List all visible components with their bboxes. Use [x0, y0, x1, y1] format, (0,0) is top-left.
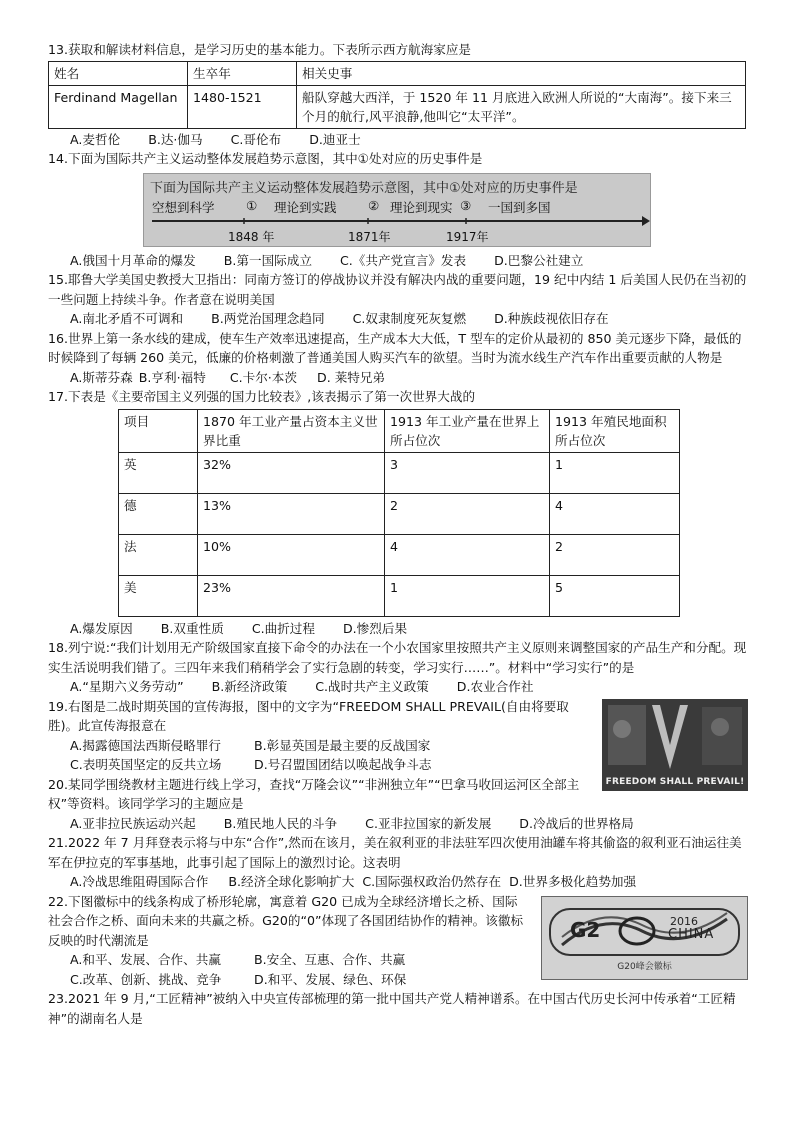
- stage-4: 一国到多国: [488, 199, 551, 215]
- table-cell: 2: [550, 534, 680, 575]
- poster-text: FREEDOM SHALL PREVAIL!: [605, 776, 745, 787]
- option-b: B.第一国际成立: [223, 252, 312, 268]
- q17-options: [48, 619, 748, 639]
- table-cell: 1: [385, 575, 550, 616]
- q23-stem: 23.2021 年 9 月,“工匠精神”被纳入中央宣传部梳理的第一批中国共产党人精神谱系。在中国古代历史长河中传承着“工匠精神”的湖南名人是: [48, 991, 736, 1026]
- q14-stem: 14.下面为国际共产主义运动整体发展趋势示意图，其中①处对应的历史事件是: [48, 151, 483, 166]
- option-b: B.达·伽马: [148, 131, 203, 147]
- q19-q20-block: [48, 697, 748, 814]
- table-header: 生卒年: [188, 61, 297, 85]
- table-row: [119, 493, 680, 534]
- q20-stem: 20.某同学围绕教材主题进行线上学习，查找“万隆会议”“非洲独立年”“巴拿马收回运河区全部主权”等资料。该同学学习的主题应是: [48, 776, 580, 811]
- table-row: [49, 85, 746, 128]
- stage-marker-1: ①: [246, 197, 258, 213]
- stage-1: 空想到科学: [152, 199, 215, 215]
- option-d: D.迪亚士: [309, 131, 361, 147]
- option-d: D.种族歧视依旧存在: [494, 311, 609, 326]
- q16-stem: 16.世界上第一条水线的建成，使车生产效率迅速提高，生产成本大大低，T 型车的定价从最初的 850 美元逐步下降，最低的时候降到了每辆 260 美元，低廉的价格刺激了普通美国人购买汽车的欲望。当时为流水线生产汽车作出重要贡献的人物是: [48, 330, 742, 365]
- option-a: A.“星期六义务劳动”: [70, 679, 184, 694]
- option-c: C.卡尔·本茨: [229, 369, 297, 385]
- q13-header-row: [49, 61, 746, 85]
- option-b: B.两党治国理念趋同: [211, 311, 325, 326]
- table-cell: 3: [385, 452, 550, 493]
- q17-stem: 17.下表是《主要帝国主义列强的国力比较表》,该表揭示了第一次世界大战的: [48, 389, 476, 404]
- q21-options: [48, 872, 748, 892]
- option-a: A.和平、发展、合作、共赢: [70, 952, 221, 967]
- option-a: A.爆发原因: [70, 620, 133, 636]
- q19-stem: 19.右图是二战时期英国的宣传海报，图中的文字为“FREEDOM SHALL PREVAIL(自由将要取胜)。此宣传海报意在: [48, 698, 569, 733]
- q17-header-row: [119, 409, 680, 452]
- q15-options: [48, 309, 748, 329]
- q20-options: [48, 814, 748, 834]
- year-label: 1917年: [446, 229, 489, 244]
- option-b: B.亨利·福特: [138, 369, 206, 385]
- table-cell: 德: [119, 493, 198, 534]
- q19-options: [48, 736, 588, 775]
- option-d: D.巴黎公社建立: [494, 252, 584, 268]
- table-cell: 10%: [198, 534, 385, 575]
- q18-options: [48, 677, 748, 697]
- table-cell: 2: [385, 493, 550, 534]
- option-c: C.《共产党宣言》发表: [339, 252, 467, 268]
- table-cell: 1: [550, 452, 680, 493]
- option-c: C.表明英国坚定的反共立场: [70, 757, 222, 772]
- logo-year: 2016: [670, 914, 698, 928]
- table-row: [119, 575, 680, 616]
- q17-table: [118, 409, 680, 617]
- option-b: B.双重性质: [160, 620, 224, 636]
- table-cell: 4: [385, 534, 550, 575]
- option-c: C.哥伦布: [230, 131, 282, 147]
- table-cell: 4: [550, 493, 680, 534]
- table-header: 项目: [119, 409, 198, 452]
- table-cell: 5: [550, 575, 680, 616]
- stage-marker-2: ②: [368, 197, 380, 213]
- table-cell: 1480-1521: [188, 85, 297, 128]
- table-header: 相关史事: [297, 61, 746, 85]
- q13-table: [48, 61, 746, 129]
- option-a: A.亚非拉民族运动兴起: [70, 815, 196, 831]
- g20-logo: [541, 896, 748, 980]
- option-b: B.新经济政策: [211, 679, 288, 694]
- option-b: B.安全、互惠、合作、共赢: [254, 952, 406, 967]
- option-d: D.世界多极化趋势加强: [509, 874, 637, 889]
- q18-stem: 18.列宁说:“我们计划用无产阶级国家直接下命令的办法在一个小农国家里按照共产主义原则来调整国家的产品生产和分配。现实生活说明我们错了。三四年来我们稍稍学会了实行急剧的转变，学习实行……”。材料中“学习实行”的是: [48, 640, 747, 675]
- option-d: D.惨烈后果: [342, 620, 408, 636]
- figure-caption: 下面为国际共产主义运动整体发展趋势示意图，其中①处对应的历史事件是: [150, 180, 578, 196]
- logo-country: CHINA: [668, 926, 715, 942]
- q16-options: [48, 368, 748, 388]
- year-label: 1871年: [348, 229, 391, 244]
- table-header: 姓名: [49, 61, 188, 85]
- table-header: 1913 年殖民地面积所占位次: [550, 409, 680, 452]
- q22-block: [48, 892, 748, 990]
- stage-3: 理论到现实: [390, 199, 453, 215]
- option-c: C.奴隶制度死灰复燃: [352, 311, 467, 326]
- table-header: 1870 年工业产量占资本主义世界比重: [198, 409, 385, 452]
- year-label: 1848 年: [228, 229, 275, 244]
- table-row: [119, 534, 680, 575]
- q22-stem: 22.下图徽标中的线条构成了桥形轮廓，寓意着 G20 已成为全球经济增长之桥、国际社会合作之桥、面向未来的共赢之桥。G20的“0”体现了各国团结协作的精神。该徽标反映的时代潮流是: [48, 893, 524, 948]
- table-cell: 美: [119, 575, 198, 616]
- option-b: B.彰显英国是最主要的反战国家: [254, 737, 431, 753]
- table-cell: 法: [119, 534, 198, 575]
- stage-2: 理论到实践: [274, 199, 337, 215]
- option-d: D. 莱特兄弟: [317, 369, 386, 385]
- table-cell: 英: [119, 452, 198, 493]
- table-cell: Ferdinand Magellan: [49, 85, 188, 128]
- option-a: A.斯蒂芬森: [70, 369, 133, 385]
- table-cell: 23%: [198, 575, 385, 616]
- logo-caption: G20峰会徽标: [617, 961, 672, 972]
- option-d: D.农业合作社: [456, 679, 534, 694]
- option-b: B.经济全球化影响扩大: [228, 874, 355, 889]
- q15-stem: 15.耶鲁大学美国史教授大卫指出：同南方签订的停战协议并没有解决内战的重要问题，19 纪中内结 1 后美国人民仍在当初的一些问题上持续斗争。作者意在说明美国: [48, 272, 747, 307]
- q22-options: [48, 950, 526, 989]
- svg-text:G2: G2: [570, 917, 601, 942]
- table-row: [119, 452, 680, 493]
- table-cell: 32%: [198, 452, 385, 493]
- option-a: A.揭露德国法西斯侵略罪行: [70, 737, 221, 753]
- option-a: A.麦哲伦: [70, 131, 121, 147]
- option-a: A.南北矛盾不可调和: [70, 311, 184, 326]
- q13-stem: 13.获取和解读材料信息，是学习历史的基本能力。下表所示西方航海家应是: [48, 42, 472, 57]
- stage-marker-3: ③: [460, 197, 472, 213]
- table-cell: 船队穿越大西洋，于 1520 年 11 月底进入欧洲人所说的“大南海”。接下来三个月的航行,风平浪静,他叫它“太平洋”。: [297, 85, 746, 128]
- option-d: D.冷战后的世界格局: [519, 815, 634, 831]
- table-header: 1913 年工业产量在世界上所占位次: [385, 409, 550, 452]
- option-c: C.国际强权政治仍然存在: [362, 874, 502, 889]
- option-b: B.殖民地人民的斗争: [223, 815, 338, 831]
- option-c: C.改革、创新、挑战、竞争: [70, 971, 222, 987]
- option-d: D.号召盟国团结以唤起战争斗志: [254, 757, 432, 772]
- q13-options: [48, 130, 748, 150]
- option-c: C.曲折过程: [251, 620, 315, 636]
- option-d: D.和平、发展、绿色、环保: [254, 971, 407, 987]
- option-a: A.冷战思维阻碍国际合作: [70, 874, 209, 889]
- option-c: C.亚非拉国家的新发展: [365, 815, 492, 831]
- option-a: A.俄国十月革命的爆发: [70, 252, 196, 268]
- option-c: C.战时共产主义政策: [315, 679, 429, 694]
- wartime-poster: [602, 699, 748, 791]
- q21-stem: 21.2022 年 7 月拜登表示将与中东“合作”,然而在该月，美在叙利亚的非法驻军四次使用油罐车将其偷盗的叙利亚石油运往美军在伊拉克的军事基地，此事引起了国际上的激烈讨论。这表明: [48, 835, 742, 870]
- table-cell: 13%: [198, 493, 385, 534]
- exam-page: [48, 40, 748, 1028]
- q14-options: [48, 251, 748, 271]
- q14-figure: [143, 173, 651, 247]
